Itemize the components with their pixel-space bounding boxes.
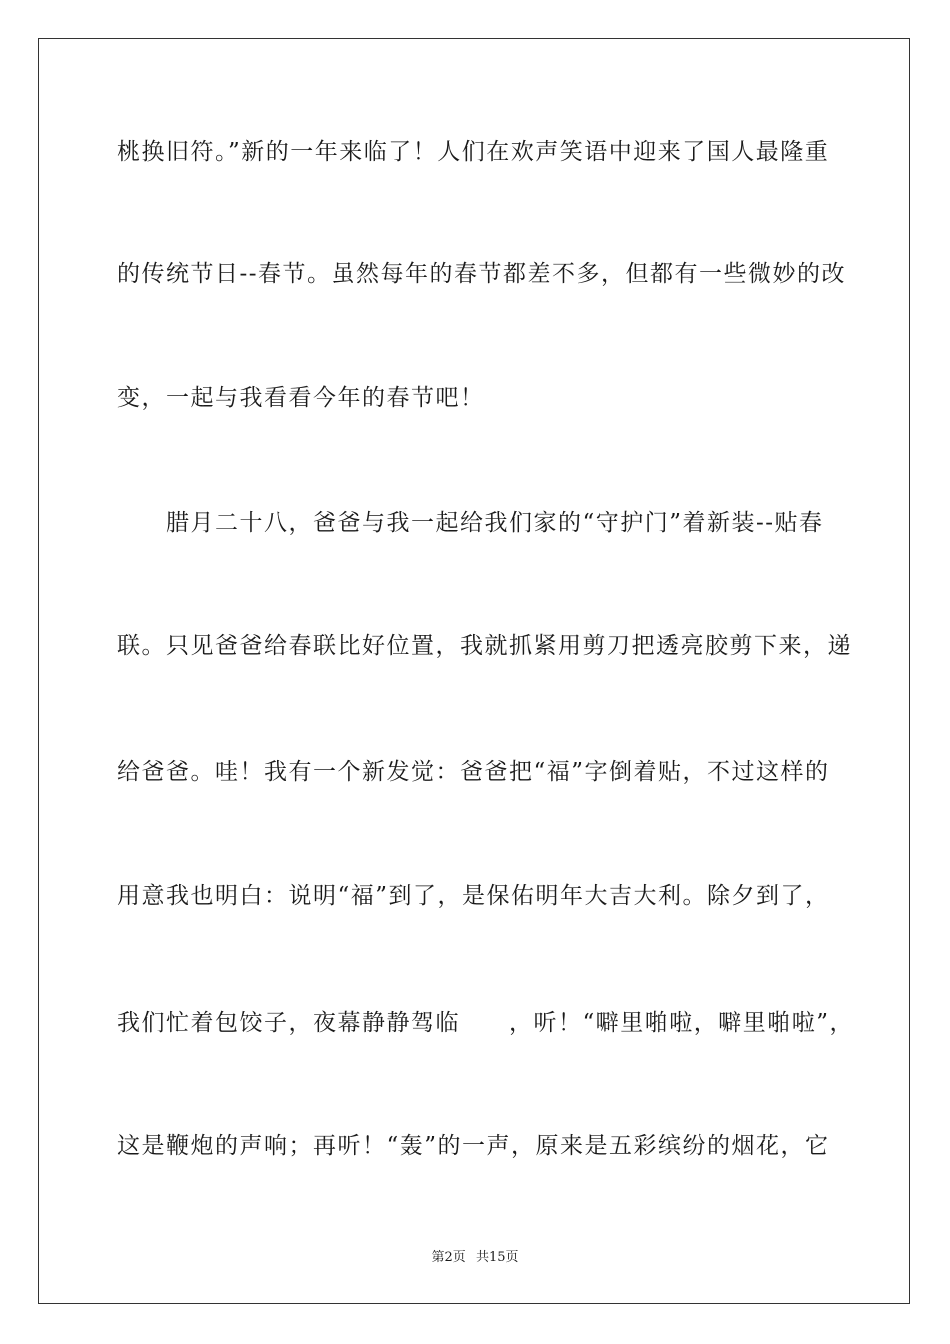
text-line-6: 给爸爸。哇！我有一个新发觉：爸爸把“福”字倒着贴，不过这样的 <box>117 759 830 785</box>
text-line-4: 腊月二十八，爸爸与我一起给我们家的“守护门”着新装--贴春 <box>117 510 824 536</box>
page-footer <box>0 1246 950 1265</box>
page-number: 第2页 <box>431 1250 466 1265</box>
text-line-5: 联。只见爸爸给春联比好位置，我就抓紧用剪刀把透亮胶剪下来，递 <box>117 633 852 659</box>
text-line-7: 用意我也明白：说明“福”到了，是保佑明年大吉大利。除夕到了， <box>117 883 830 909</box>
text-line-2: 的传统节日--春节。虽然每年的春节都差不多，但都有一些微妙的改 <box>117 261 847 287</box>
text-line-8: 我们忙着包饺子，夜幕静静驾临 ，听！“噼里啪啦，噼里啪啦”， <box>117 1010 855 1036</box>
text-line-1: 桃换旧符。”新的一年来临了！人们在欢声笑语中迎来了国人最隆重 <box>117 139 830 165</box>
page-border <box>38 38 910 1304</box>
page-total: 共15页 <box>475 1250 519 1265</box>
text-line-3: 变，一起与我看看今年的春节吧！ <box>117 385 485 411</box>
text-line-9: 这是鞭炮的声响；再听！“轰”的一声，原来是五彩缤纷的烟花，它 <box>117 1133 830 1159</box>
